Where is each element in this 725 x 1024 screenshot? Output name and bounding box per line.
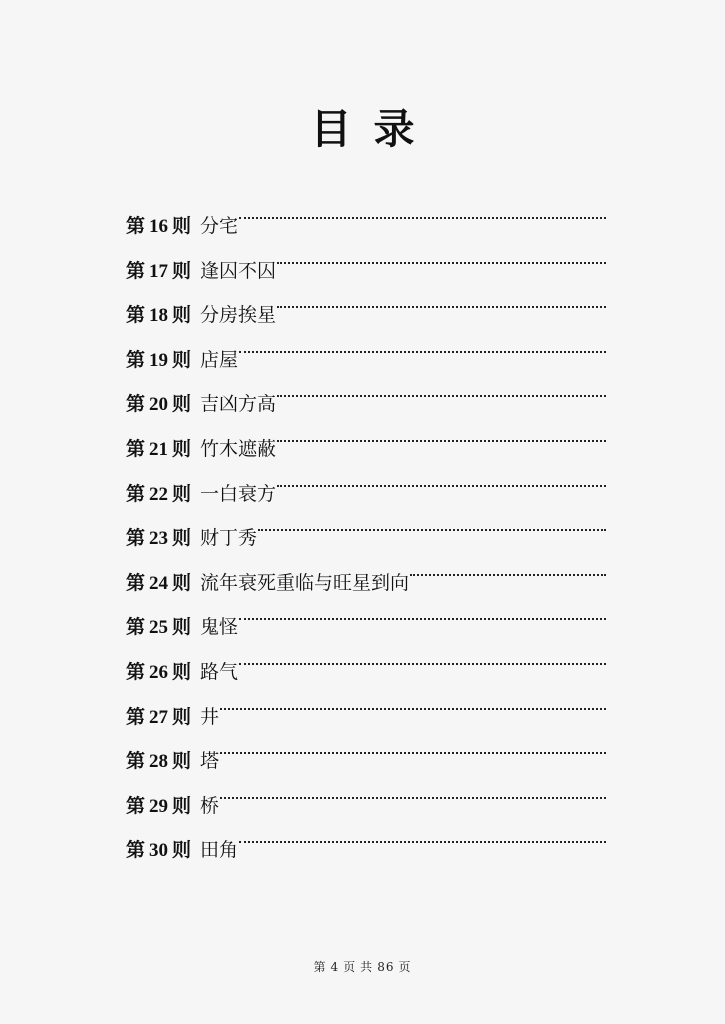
toc-entry[interactable] <box>126 366 606 416</box>
footer-word: 第 <box>313 960 327 974</box>
title-char-1: 目 <box>310 105 352 153</box>
toc-entry-number: 27 <box>149 706 169 728</box>
toc-entry[interactable] <box>126 723 606 773</box>
toc-entry-title: 吉凶方高 <box>200 393 277 416</box>
dot-leader <box>239 589 606 633</box>
dot-leader <box>277 456 606 500</box>
toc-suffix: 则 <box>172 705 192 728</box>
toc-entry-title: 一白衰方 <box>200 482 277 505</box>
toc-prefix: 第 <box>126 215 146 237</box>
toc-suffix: 则 <box>172 839 192 862</box>
toc-prefix: 第 <box>126 794 146 817</box>
toc-suffix: 则 <box>172 215 192 237</box>
toc-entry[interactable] <box>126 322 606 371</box>
toc-entry-number: 22 <box>149 483 169 505</box>
toc-prefix: 第 <box>126 616 146 639</box>
toc-suffix: 则 <box>172 437 192 460</box>
dot-leader <box>220 679 606 723</box>
toc-entry-label <box>126 338 191 383</box>
footer-word: 页 <box>398 960 412 974</box>
dot-leader <box>258 500 606 544</box>
footer-word: 共 <box>360 960 374 974</box>
toc-suffix: 则 <box>172 527 192 550</box>
toc-suffix: 则 <box>172 794 192 817</box>
page-title <box>0 104 725 154</box>
toc-suffix: 则 <box>172 304 192 327</box>
toc-entry-number: 28 <box>149 751 169 773</box>
dot-leader <box>277 411 606 455</box>
dot-leader <box>239 188 606 232</box>
title-char-2: 录 <box>373 105 415 153</box>
toc-prefix: 第 <box>126 437 146 460</box>
dot-leader <box>220 723 606 767</box>
table-of-contents <box>126 188 606 862</box>
toc-prefix: 第 <box>126 482 146 505</box>
dot-leader <box>239 634 606 678</box>
toc-entry-number: 23 <box>149 528 169 550</box>
toc-entry-label <box>126 472 191 517</box>
toc-entry-title: 竹木遮蔽 <box>200 437 277 460</box>
toc-suffix: 则 <box>172 348 192 371</box>
toc-entry-label <box>126 739 191 784</box>
toc-entry-label <box>126 784 191 829</box>
toc-entry[interactable] <box>126 545 606 594</box>
toc-entry[interactable] <box>126 768 606 817</box>
toc-entry-number: 30 <box>149 840 169 862</box>
toc-entry-number: 26 <box>149 661 169 683</box>
toc-entry[interactable] <box>126 500 606 550</box>
toc-entry-title: 分宅 <box>200 215 239 237</box>
toc-entry[interactable] <box>126 411 606 460</box>
toc-entry-title: 路气 <box>200 660 239 683</box>
toc-entry[interactable] <box>126 233 606 282</box>
toc-entry[interactable] <box>126 277 606 327</box>
toc-suffix: 则 <box>172 660 192 683</box>
toc-prefix: 第 <box>126 660 146 683</box>
footer-page-number: 4 <box>330 960 340 974</box>
page-footer <box>0 958 725 975</box>
toc-entry-label <box>126 695 191 740</box>
toc-entry[interactable] <box>126 188 606 237</box>
toc-entry-number: 25 <box>149 617 169 639</box>
toc-entry-label <box>126 650 191 695</box>
toc-entry-number: 17 <box>149 260 169 282</box>
dot-leader <box>239 322 606 366</box>
toc-entry-number: 20 <box>149 394 169 416</box>
toc-entry-title: 塔 <box>200 750 220 773</box>
toc-entry[interactable] <box>126 634 606 683</box>
toc-prefix: 第 <box>126 348 146 371</box>
toc-entry-title: 井 <box>200 705 220 728</box>
toc-entry-title: 财丁秀 <box>200 527 258 550</box>
toc-entry-label <box>126 204 191 249</box>
toc-suffix: 则 <box>172 482 192 505</box>
toc-prefix: 第 <box>126 393 146 416</box>
toc-prefix: 第 <box>126 839 146 862</box>
toc-entry-title: 逢囚不囚 <box>200 259 277 282</box>
toc-entry-number: 21 <box>149 438 169 460</box>
toc-suffix: 则 <box>172 571 192 594</box>
toc-entry-label <box>126 382 191 427</box>
toc-suffix: 则 <box>172 393 192 416</box>
toc-entry-label <box>126 561 191 606</box>
toc-entry-title: 田角 <box>200 839 239 862</box>
toc-suffix: 则 <box>172 616 192 639</box>
toc-entry-number: 29 <box>149 795 169 817</box>
toc-entry-title: 桥 <box>200 794 220 817</box>
dot-leader <box>277 233 606 277</box>
toc-prefix: 第 <box>126 304 146 327</box>
dot-leader <box>277 277 606 321</box>
toc-suffix: 则 <box>172 259 192 282</box>
dot-leader <box>277 366 606 410</box>
toc-entry-title: 鬼怪 <box>200 616 239 639</box>
toc-entry-title: 流年衰死重临与旺星到向 <box>200 571 410 594</box>
dot-leader <box>410 545 606 589</box>
toc-suffix: 则 <box>172 750 192 773</box>
toc-entry-label <box>126 605 191 650</box>
dot-leader <box>220 768 606 812</box>
dot-leader <box>239 812 606 856</box>
toc-entry[interactable] <box>126 679 606 728</box>
toc-prefix: 第 <box>126 259 146 282</box>
toc-prefix: 第 <box>126 705 146 728</box>
toc-prefix: 第 <box>126 527 146 550</box>
toc-entry-label <box>126 828 191 873</box>
toc-entry[interactable] <box>126 456 606 505</box>
toc-entry-number: 24 <box>149 572 169 594</box>
toc-entry-title: 分房挨星 <box>200 304 277 327</box>
toc-prefix: 第 <box>126 750 146 773</box>
footer-total-pages: 86 <box>377 960 395 974</box>
toc-entry-number: 16 <box>149 216 169 237</box>
toc-entry-number: 19 <box>149 349 169 371</box>
toc-entry-label <box>126 293 191 338</box>
toc-entry[interactable] <box>126 589 606 639</box>
toc-entry-title: 店屋 <box>200 348 239 371</box>
toc-entry-label <box>126 427 191 472</box>
footer-word: 页 <box>343 960 357 974</box>
toc-prefix: 第 <box>126 571 146 594</box>
toc-entry-number: 18 <box>149 305 169 327</box>
toc-entry-label <box>126 249 191 294</box>
toc-entry-label <box>126 516 191 561</box>
toc-entry[interactable] <box>126 812 606 862</box>
